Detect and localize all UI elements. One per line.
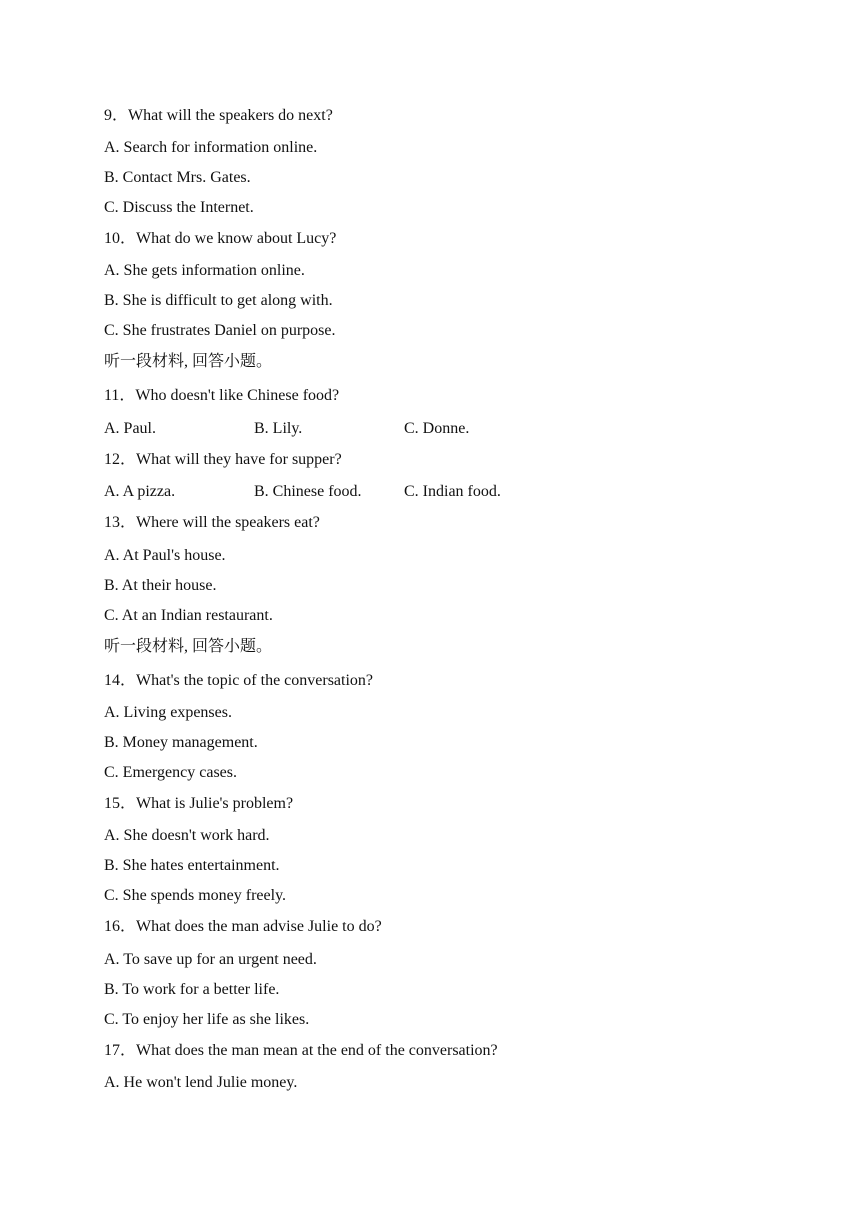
section-instruction-1: 听一段材料, 回答小题。 [104,353,273,370]
question-10: 10．What do we know about Lucy? [104,230,337,247]
question-15: 15．What is Julie's problem? [104,795,294,812]
option-12b: B. Chinese food. [254,483,362,500]
option-10b: B. She is difficult to get along with. [104,292,333,309]
option-15b: B. She hates entertainment. [104,857,280,874]
option-13c: C. At an Indian restaurant. [104,607,273,624]
option-16c: C. To enjoy her life as she likes. [104,1011,310,1028]
question-16: 16．What does the man advise Julie to do? [104,918,382,935]
option-15c: C. She spends money freely. [104,887,287,904]
option-12a: A. A pizza. [104,483,176,500]
option-16a: A. To save up for an urgent need. [104,951,317,968]
option-9a: A. Search for information online. [104,139,318,156]
option-12c: C. Indian food. [404,483,501,500]
option-16b: B. To work for a better life. [104,981,280,998]
option-11c: C. Donne. [404,420,470,437]
option-11a: A. Paul. [104,420,156,437]
option-9b: B. Contact Mrs. Gates. [104,169,251,186]
option-14b: B. Money management. [104,734,258,751]
question-17: 17．What does the man mean at the end of the conversation? [104,1042,498,1059]
option-10a: A. She gets information online. [104,262,305,279]
question-9: 9．What will the speakers do next? [104,107,333,124]
option-15a: A. She doesn't work hard. [104,827,270,844]
question-13: 13．Where will the speakers eat? [104,514,320,531]
option-10c: C. She frustrates Daniel on purpose. [104,322,336,339]
question-14: 14．What's the topic of the conversation? [104,672,374,689]
option-13b: B. At their house. [104,577,217,594]
option-11b: B. Lily. [254,420,303,437]
option-14c: C. Emergency cases. [104,764,237,781]
question-11: 11．Who doesn't like Chinese food? [104,387,340,404]
option-14a: A. Living expenses. [104,704,232,721]
question-12: 12．What will they have for supper? [104,451,342,468]
option-13a: A. At Paul's house. [104,547,226,564]
section-instruction-2: 听一段材料, 回答小题。 [104,638,273,655]
option-17a: A. He won't lend Julie money. [104,1074,298,1091]
option-9c: C. Discuss the Internet. [104,199,254,216]
